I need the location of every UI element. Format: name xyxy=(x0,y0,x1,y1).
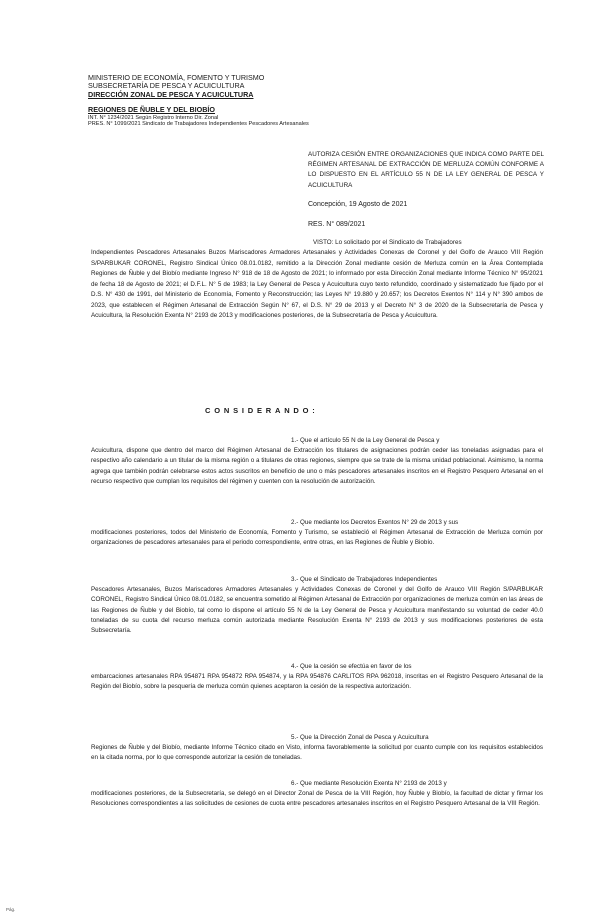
considerando-paragraph-3 xyxy=(91,575,543,636)
considerando-heading: CONSIDERANDO: xyxy=(205,406,319,415)
internal-ref-1: INT. N° 1234/2021 Según Registro Interno Dir. Zonal xyxy=(88,114,219,121)
page-footer: Pág. xyxy=(6,907,16,912)
considerando-paragraph-1 xyxy=(91,436,543,487)
ministry-name: MINISTERIO DE ECONOMÍA, FOMENTO Y TURISMO xyxy=(88,73,265,82)
regions-name: REGIONES DE ÑUBLE Y DEL BIOBÍO xyxy=(88,105,216,115)
undersecretariat-name: SUBSECRETARÍA DE PESCA Y ACUICULTURA xyxy=(88,81,245,91)
paragraph-lead: 2.- Que mediante los Decretos Exentos N° 29 de 2013 y sus xyxy=(291,519,459,526)
paragraph-body: embarcaciones artesanales RPA 954871 RPA 954872 RPA 954874, y la RPA 954876 CARLITOS RPA 962018, inscritas en el Registro Pesquero Artesanal de la Región del Biobío, sobre la pesquería de merluza común quienes aceptaron la cesión de la respectiva autorización. xyxy=(91,673,543,691)
considerando-paragraph-5 xyxy=(91,733,543,764)
place-date: Concepción, 19 Agosto de 2021 xyxy=(308,201,408,208)
paragraph-lead: 1.- Que el artículo 55 N de la Ley General de Pesca y xyxy=(291,437,440,444)
paragraph-body: Pescadores Artesanales, Buzos Mariscadores Armadores Artesanales y Actividades Conexas de Coronel y del Golfo de Arauco VIII Región S/PARBUKAR CORONEL, Registro Sindical Único 08.01.0182, se encuentra sometido al Régimen Artesanal de Extracción por organizaciones de merluza común en las áreas de las Regiones de Ñuble y del Biobío, tal como lo dispone el artículo 55 N de la Ley General de Pesca y Acuicultura manifestando su voluntad de ceder 40.0 toneladas de su cuota del recurso merluza común autorizada mediante Resolución Exenta N° 2193 de 2013 y sus modificaciones posteriores de esta Subsecretaría. xyxy=(91,586,543,635)
paragraph-lead: 5.- Que la Dirección Zonal de Pesca y Acuicultura xyxy=(291,734,429,741)
visto-body: Independientes Pescadores Artesanales Buzos Mariscadores Armadores Artesanales y Actividades Conexas de Coronel y del Golfo de Arauco VIII Región S/PARBUKAR CORONEL, Registro Sindical Único 08.01.0182, remitido a la Dirección Zonal mediante cesión de Merluza común en la Área Contemplada Regiones de Ñuble y del Biobío mediante Ingreso N° 918 de 18 de Agosto de 2021; lo informado por esta Dirección Zonal mediante Informe Técnico N° 95/2021 de fecha 18 de Agosto de 2021; el D.F.L. N° 5 de 1983; la Ley General de Pesca y Acuicultura cuyo texto refundido, coordinado y sistematizado fue fijado por el D.S. N° 430 de 1991, del Ministerio de Economía, Fomento y Reconstrucción; las Leyes N° 19.880 y 20.657; los Decretos Exentos N° 114 y N° 390 ambos de 2023, que establecen el Régimen Artesanal de Extracción Según N° 67, el D.S. N° 29 de 2013 y el Decreto N° 3 de 2020 de la Subsecretaría de Pesca y Acuicultura, la Resolución Exenta N° 2193 de 2013 y modificaciones posteriores, de la Subsecretaría de Pesca y Acuicultura. xyxy=(91,249,543,320)
paragraph-lead: 6.- Que mediante Resolución Exenta N° 2193 de 2013 y xyxy=(291,780,447,787)
letterhead xyxy=(88,74,318,128)
paragraph-lead: 4.- Que la cesión se efectúa en favor de los xyxy=(291,663,412,670)
paragraph-body: Regiones de Ñuble y del Biobío, mediante Informe Técnico citado en Visto, informa favorablemente la solicitud por cuanto cumple con los requisitos establecidos en la citada norma, por lo que corresponde autorizar la cesión de toneladas. xyxy=(91,744,543,762)
directorate-name: DIRECCIÓN ZONAL DE PESCA Y ACUICULTURA xyxy=(88,89,254,99)
considerando-paragraph-6 xyxy=(91,779,543,810)
resolution-subject: AUTORIZA CESIÓN ENTRE ORGANIZACIONES QUE INDICA COMO PARTE DEL RÉGIMEN ARTESANAL DE EXTRACCIÓN DE MERLUZA COMÚN CONFORME A LO DISPUESTO EN EL ARTÍCULO 55 N DE LA LEY GENERAL DE PESCA Y ACUICULTURA xyxy=(308,151,544,189)
visto-section xyxy=(91,238,543,322)
paragraph-body: modificaciones posteriores, todos del Ministerio de Economía, Fomento y Turismo, se estableció el Régimen Artesanal de Extracción de Merluza común por organizaciones de pescadores artesanales para el periodo correspondiente, entre otras, en las Regiones de Ñuble y Biobío. xyxy=(91,529,543,547)
visto-lead: VISTO: Lo solicitado por el Sindicato de Trabajadores xyxy=(313,239,462,246)
paragraph-lead: 3.- Que el Sindicato de Trabajadores Independientes xyxy=(291,576,438,583)
internal-ref-2: PRES. N° 1099/2021 Sindicato de Trabajadores Independientes Pescadores Artesanales xyxy=(88,121,309,128)
paragraph-body: modificaciones posteriores, de la Subsecretaría, se delegó en el Director Zonal de Pesca de la VIII Región, hoy Ñuble y Biobío, la facultad de dictar y firmar los Resoluciones correspondientes a las solicitudes de cesiones de cuota entre pescadores artesanales inscritos en el Registro Pesquero Artesanal de la VIII Región. xyxy=(91,790,543,808)
considerando-paragraph-2 xyxy=(91,518,543,549)
considerando-paragraph-4 xyxy=(91,662,543,693)
paragraph-body: Acuicultura, dispone que dentro del marco del Régimen Artesanal de Extracción los titulares de asignaciones podrán ceder las toneladas asignadas para el respectivo año calendario a un titular de la misma región o a titulares de otras regiones, siempre que se trate de la misma unidad poblacional. Asimismo, la norma agrega que también podrán celebrarse estos actos suscritos en beneficio de uno o más pescadores artesanales inscritos en el Registro Pesquero Artesanal en el recurso respectivo que cumplan los requisitos del régimen y cuenten con la resolución de autorización. xyxy=(91,447,543,485)
resolution-number: RES. N° 089/2021 xyxy=(308,221,366,228)
